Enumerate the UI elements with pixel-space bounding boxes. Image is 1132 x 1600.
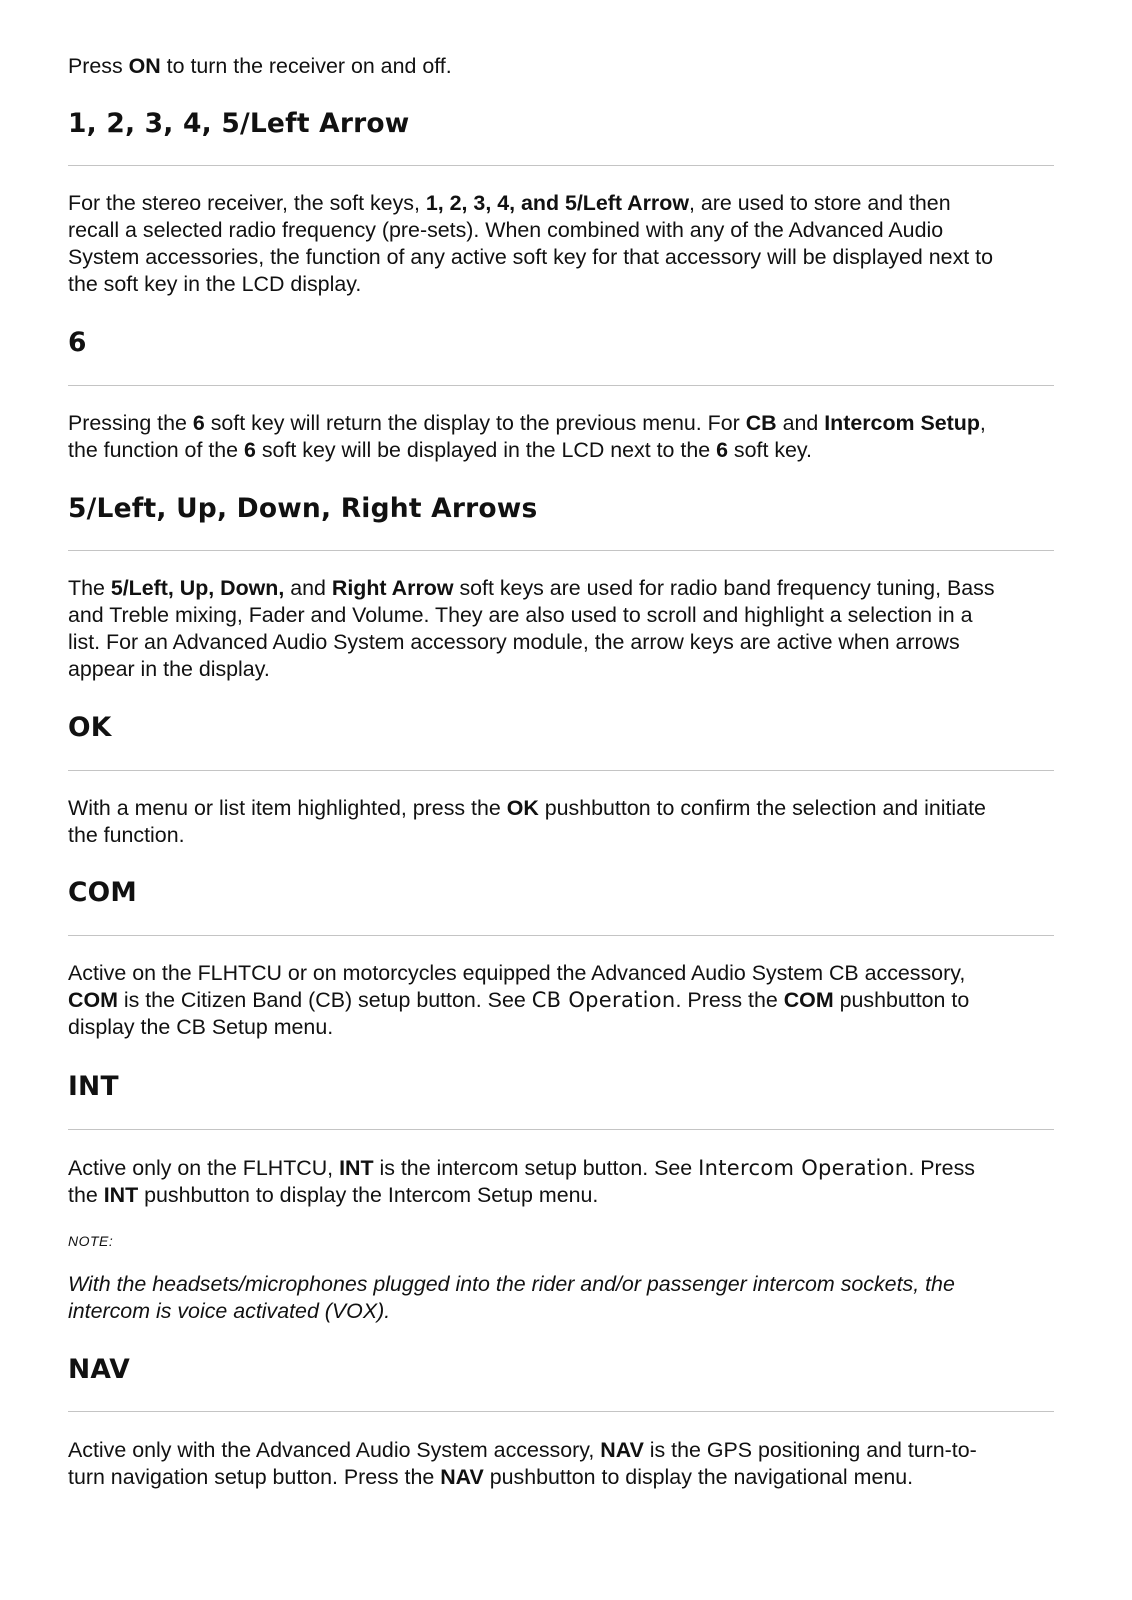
bold-term: INT [339, 1156, 374, 1180]
cross-reference-intercom-operation: Intercom Operation [698, 1156, 909, 1180]
body-line: System accessories, the function of any active soft key for that accessory will be displayed next to [68, 245, 993, 269]
section-divider [68, 550, 1054, 551]
bold-term: NAV [600, 1438, 644, 1462]
text: soft key will be displayed in the LCD next to the [255, 438, 717, 462]
section-heading-soft-keys: 1, 2, 3, 4, 5/Left Arrow [68, 108, 410, 139]
section-heading-ok: OK [68, 712, 112, 743]
section-heading-com: COM [68, 877, 137, 908]
cross-reference-cb-operation: CB Operation [531, 988, 676, 1012]
bold-term: NAV [440, 1465, 484, 1489]
text: Active only on the FLHTCU, [68, 1156, 340, 1180]
text: , [979, 411, 986, 435]
body-line [68, 190, 1054, 218]
body-line [68, 437, 1054, 465]
text: the [68, 1183, 104, 1207]
bold-term: COM [68, 988, 118, 1012]
body-line [68, 795, 1054, 823]
section-divider [68, 1411, 1054, 1412]
body-line: and Treble mixing, Fader and Volume. They are also used to scroll and highlight a selection in a [68, 603, 973, 627]
bold-term: 6 [716, 438, 728, 462]
text: pushbutton to display the navigational menu. [483, 1465, 914, 1489]
section-divider [68, 1129, 1054, 1130]
body-line: display the CB Setup menu. [68, 1015, 334, 1039]
body-line: list. For an Advanced Audio System accessory module, the arrow keys are active when arrows [68, 630, 960, 654]
text: . Press the [675, 988, 784, 1012]
text: to turn the receiver on and off. [160, 54, 452, 78]
text: is the Citizen Band (CB) setup button. See [117, 988, 532, 1012]
body-line: appear in the display. [68, 657, 270, 681]
text: soft key will return the display to the previous menu. For [204, 411, 746, 435]
section-heading-int: INT [68, 1071, 119, 1102]
text: With a menu or list item highlighted, press the [68, 796, 507, 820]
bold-term: 6 [244, 438, 256, 462]
text: pushbutton to [833, 988, 970, 1012]
text: turn navigation setup button. Press the [68, 1465, 441, 1489]
body-line [68, 1155, 1054, 1183]
text: The [68, 576, 111, 600]
bold-term: CB [745, 411, 777, 435]
section-divider [68, 385, 1054, 386]
text: and [776, 411, 825, 435]
text: pushbutton to display the Intercom Setup menu. [138, 1183, 599, 1207]
intro-paragraph [68, 53, 1054, 81]
text: and [284, 576, 332, 600]
text: Press [68, 54, 129, 78]
text: Active only with the Advanced Audio System accessory, [68, 1438, 601, 1462]
text: pushbutton to confirm the selection and initiate [538, 796, 986, 820]
section-divider [68, 935, 1054, 936]
body-line: Active on the FLHTCU or on motorcycles equipped the Advanced Audio System CB accessory, [68, 961, 966, 985]
section-divider [68, 770, 1054, 771]
bold-term: INT [103, 1183, 139, 1207]
text: the function of the [68, 438, 245, 462]
note-line: With the headsets/microphones plugged into the rider and/or passenger intercom sockets, the [68, 1272, 955, 1296]
section-heading-arrows: 5/Left, Up, Down, Right Arrows [68, 493, 538, 524]
note-label: NOTE: [68, 1233, 114, 1249]
text: , are used to store and then [688, 191, 951, 215]
text: soft keys are used for radio band frequency tuning, Bass [453, 576, 995, 600]
text: is the intercom setup button. See [373, 1156, 699, 1180]
body-line: the soft key in the LCD display. [68, 272, 362, 296]
bold-term: Right Arrow [331, 576, 454, 600]
bold-term: 5/Left, Up, Down, [110, 576, 285, 600]
text: For the stereo receiver, the soft keys, [68, 191, 426, 215]
body-line: the function. [68, 823, 185, 847]
bold-term: ON [128, 54, 161, 78]
note-line: intercom is voice activated (VOX). [68, 1299, 391, 1323]
body-line [68, 1437, 1054, 1465]
text: is the GPS positioning and turn-to- [643, 1438, 977, 1462]
text: soft key. [727, 438, 812, 462]
text: . Press [908, 1156, 975, 1180]
body-line [68, 410, 1054, 438]
body-line: recall a selected radio frequency (pre-sets). When combined with any of the Advanced Audio [68, 218, 944, 242]
section-heading-nav: NAV [68, 1354, 130, 1385]
body-line [68, 1182, 1054, 1210]
body-line [68, 987, 1054, 1015]
bold-term: OK [506, 796, 539, 820]
bold-term: 1, 2, 3, 4, and 5/Left Arrow [425, 191, 689, 215]
bold-term: COM [783, 988, 834, 1012]
bold-term: 6 [192, 411, 205, 435]
bold-term: Intercom Setup [824, 411, 980, 435]
body-line [68, 1464, 1054, 1492]
body-line [68, 575, 1054, 603]
section-heading-6: 6 [68, 327, 87, 358]
text: Pressing the [68, 411, 193, 435]
section-divider [68, 165, 1054, 166]
